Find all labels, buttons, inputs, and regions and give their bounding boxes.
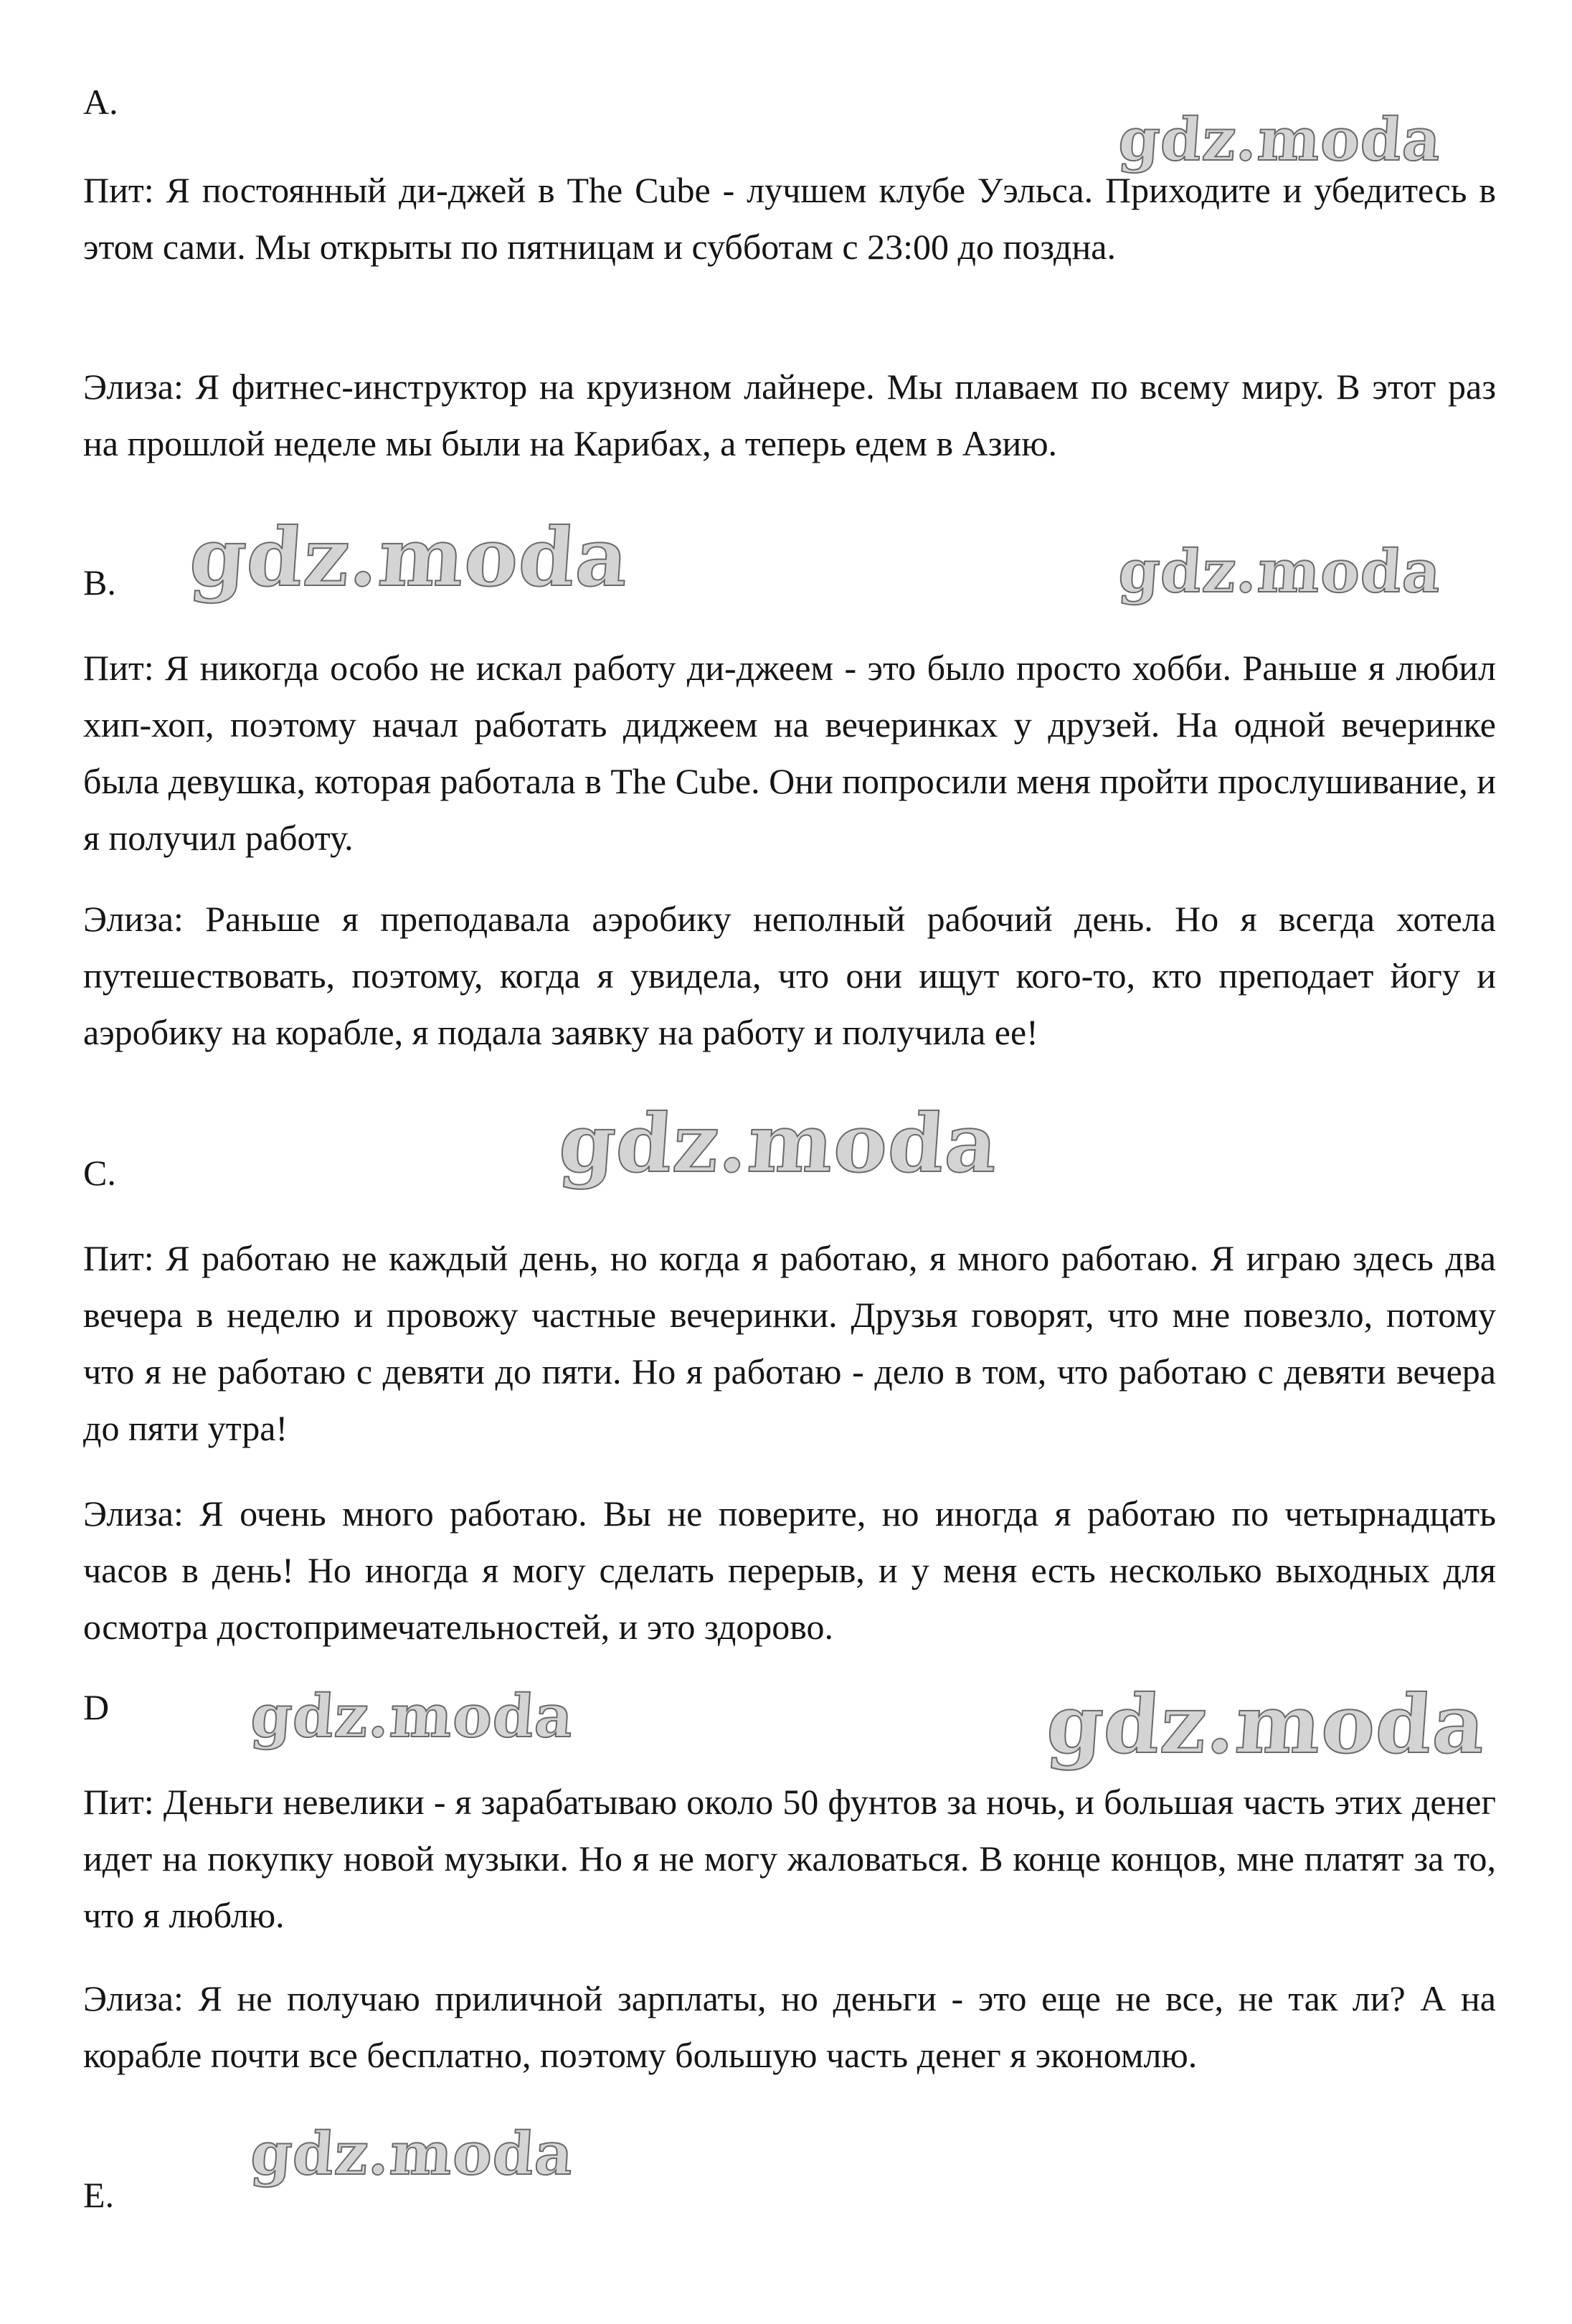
section-a-pete-text: Пит: Я постоянный ди-джей в The Cube - лучшем клубе Уэльса. Приходите и убедитесь в этом сами. Мы открыты по пятницам и субботам с 23:00 до поздна. — [83, 170, 1496, 267]
watermark-logo: gdz.moda — [556, 1097, 1001, 1191]
watermark-logo: gdz.moda — [248, 1682, 577, 1751]
section-c-pete-text: Пит: Я работаю не каждый день, но когда я работаю, я много работаю. Я играю здесь два вечера в неделю и провожу частные вечеринки. Друзья говорят, что мне повезло, потому что я не работаю с девяти до пяти. Но я работаю - дело в том, что работаю с девяти вечера до пяти утра! — [83, 1238, 1496, 1448]
section-c-eliza-text: Элиза: Я очень много работаю. Вы не поверите, но иногда я работаю по четырнадцать часов в день! Но иногда я могу сделать перерыв, и у меня есть несколько выходных для осмотра достопримечательностей, и это здорово. — [83, 1493, 1496, 1647]
section-d-eliza-text: Элиза: Я не получаю приличной зарплаты, но деньги - это еще не все, не так ли? А на корабле почти все бесплатно, поэтому большую часть денег я экономлю. — [83, 1978, 1496, 2075]
watermark-logo: gdz.moda — [1116, 537, 1444, 606]
section-label-b: B. — [83, 562, 116, 603]
watermark-logo: gdz.moda — [1043, 1678, 1489, 1772]
watermark-logo: gdz.moda — [248, 2120, 577, 2188]
watermark-logo: gdz.moda — [186, 511, 632, 605]
section-d-pete-text: Пит: Деньги невелики - я зарабатываю около 50 фунтов за ночь, и большая часть этих денег идет на покупку новой музыки. Но я не могу жаловаться. В конце концов, мне платят за то, что я люблю. — [83, 1782, 1496, 1935]
watermark-logo: gdz.moda — [1116, 105, 1444, 174]
section-label-e: E. — [83, 2175, 115, 2215]
section-b-pete-text: Пит: Я никогда особо не искал работу ди-джеем - это было просто хобби. Раньше я любил хип-хоп, поэтому начал работать диджеем на вечеринках у друзей. На одной вечеринке была девушка, которая работала в The Cube. Они попросили меня пройти прослушивание, и я получил работу. — [83, 648, 1496, 858]
section-a-eliza-text: Элиза: Я фитнес-инструктор на круизном лайнере. Мы плаваем по всему миру. В этот раз на прошлой неделе мы были на Карибах, а теперь едем в Азию. — [83, 367, 1496, 463]
section-label-a: A. — [83, 82, 118, 122]
section-label-c: C. — [83, 1153, 116, 1193]
section-b-eliza-text: Элиза: Раньше я преподавала аэробику неполный рабочий день. Но я всегда хотела путешествовать, поэтому, когда я увидела, что они ищут кого-то, кто преподает йогу и аэробику на корабле, я подала заявку на работу и получила ее! — [83, 899, 1496, 1052]
section-label-d: D — [83, 1687, 110, 1727]
